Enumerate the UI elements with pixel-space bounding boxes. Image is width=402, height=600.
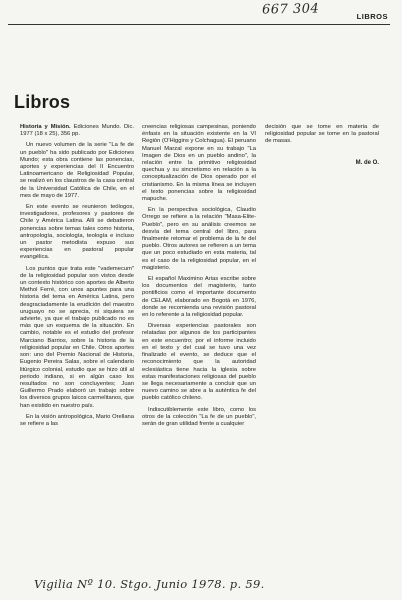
paragraph: Un nuevo volumen de la serie "La fe de un pueblo" ha sido publicado por Ediciones Mundo; esta obra contiene las ponencias, aportes y experiencias del II Encuentro Latinoamericano de Religiosidad Popular, se realizó en los claustros de la casa central de la Universidad Católica de Chile, en el mes de mayo de 1977. bbox=[20, 142, 134, 199]
paragraph: En la visión antropológica, Mario Orellana se refiere a las bbox=[20, 413, 134, 427]
handwritten-source-note: Vigilia Nº 10. Stgo. Junio 1978. p. 59. bbox=[34, 577, 265, 591]
column-2 bbox=[142, 124, 256, 432]
paragraph: En la perspectiva sociológica, Claudio Orrego se refiere a la relación "Masa-Elite-Pueblo", pero en su análisis creemos se desvía del tema central del libro, para finalmente retomar el problema de la fe del pueblo. Otros autores se refieren a un tema que un poco estudiado en esta materia, tal es el caso de la religiosidad popular, en el magisterio. bbox=[142, 207, 256, 271]
paragraph: Indiscutiblemente este libro, como los otros de la colección "La fe de un pueblo", serán de gran utilidad frente a cualquier bbox=[142, 406, 256, 427]
paragraph: Diversas experiencias pastorales son relatadas por algunos de los participantes en este encuentro; por el informe incluido en el texto y del cual se tuvo una vez finalizado el evento, se deduce que el reconocimiento que la autoridad eclesiástica tiene hacia la iglesia sobre estas manifestaciones religiosas del pueblo se llega necesariamente a concluir que un nuevo camino se abre a la auténtica fe del pueblo católico chileno. bbox=[142, 323, 256, 402]
paragraph: Los puntos que trata este "vademecum" de la religiosidad popular son vistos desde un contexto histórico con aportes de Alberto Methol Ferré, con unos apuntes para una historia del tema en América Latina, pero desgraciadamente la erudición del maestro uruguayo no se aprecia, ni siquiera se advierte, ya que el trabajo publicado no es más que un esquema de la situación. En cambio, notable es el estudio del profesor Marciano Barrios, sobre la historia de la religiosidad popular en Chile. Otros aportes son: uno del Premio Nacional de Historia, Eugenio Pereira Salas, sobre el calendario litúrgico colonial, estudio que se hizo útil al periodo indiano, si en algún caso los resultados no son concluyentes; Juan Guillermo Prado elaboró un trabajo sobre los diversos grupos laicos carmelitanos, que han existido en nuestro país. bbox=[20, 265, 134, 409]
author-signature: M. de O. bbox=[355, 160, 379, 166]
paragraph: decisión que se tome en materia de religiosidad popular se tome en la pastoral de masas. bbox=[265, 124, 379, 145]
book-citation bbox=[20, 124, 134, 138]
section-label: LIBROS bbox=[356, 12, 388, 21]
top-rule bbox=[8, 24, 390, 25]
article-body bbox=[20, 124, 390, 564]
handwritten-archive-number: 667 304 bbox=[261, 1, 320, 18]
column-1 bbox=[20, 124, 134, 432]
paragraph: En este evento se reunieron teólogos, investigadores, profesores y pastores de Chile y América Latina. Allí se debatieron ponencias sobre temas tales como historia, antropología, sociología, teología e incluso un pastor metodista expuso sus experiencias en pastoral popular evangélica. bbox=[20, 204, 134, 261]
book-details: Ediciones Mundo. Dic. 1977 (18 x 25), 356 pp. bbox=[20, 124, 134, 138]
book-title: Historia y Misión. bbox=[20, 124, 71, 130]
column-3 bbox=[265, 124, 379, 166]
paragraph: creencias religiosas campesinas, poniendo énfasis en la situación existente en la VI Región (O'Higgins y Colchagua). El peruano Manuel Marzal expone en su trabajo "La Imagen de Dios en un pueblo andino", la relación entre la primitivo religiosidad quechua y su sincretismo en relación a la conceptualización de Dios operado por el cristianismo. En la misma línea se incluyen el texto ponencias sobre la religiosidad mapuche. bbox=[142, 124, 256, 203]
paragraph: El español Maximino Arias escribe sobre los documentos del magisterio, tanto pontificios como el importante documento de CELAM, elaborado en Bogotá en 1976, donde se recomienda una revisión pastoral en lo referente a la religiosidad popular. bbox=[142, 276, 256, 319]
page-title: Libros bbox=[14, 92, 71, 113]
